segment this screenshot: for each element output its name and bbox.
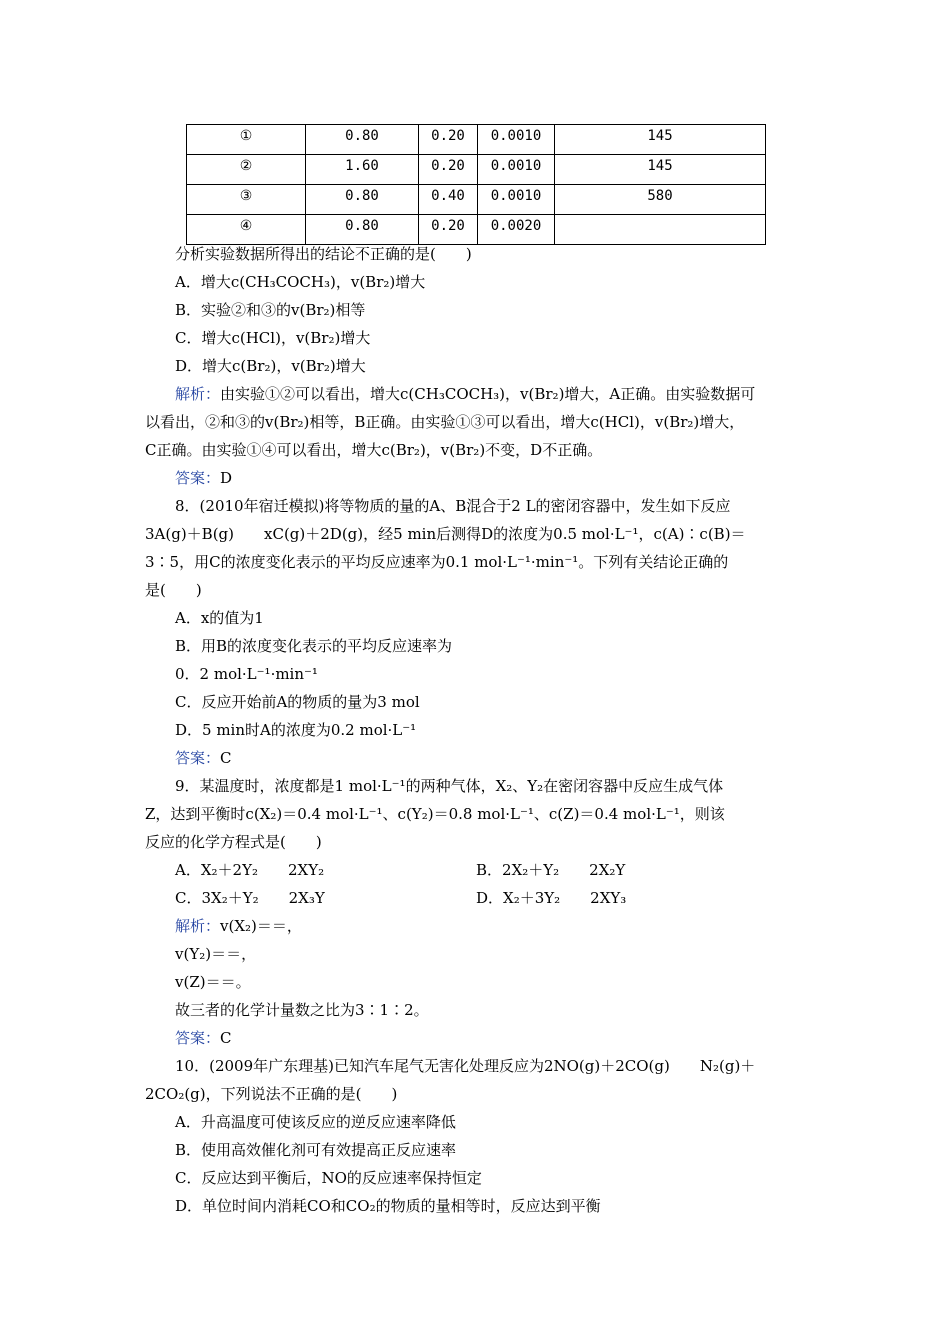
answer-label: 答案： xyxy=(175,469,221,487)
table-row xyxy=(187,155,766,185)
table-cell: ③ xyxy=(187,185,306,215)
analysis-label: 解析： xyxy=(175,917,221,935)
analysis-text: 由实验①②可以看出，增大c(CH₃COCH₃)，v(Br₂)增大，A正确。由实验数据可 xyxy=(220,385,756,403)
q8-answer xyxy=(175,748,232,768)
answer-value: C xyxy=(220,1029,232,1047)
table-cell: 1.60 xyxy=(306,155,419,185)
q8-option-b-cont: 0．2 mol·L⁻¹·min⁻¹ xyxy=(175,665,318,683)
table-cell xyxy=(555,215,766,245)
q8-stem: 是( ) xyxy=(145,581,202,599)
table-cell: 145 xyxy=(555,155,766,185)
q10-stem: 10．(2009年广东理基)已知汽车尾气无害化处理反应为2NO(g)＋2CO(g) N₂(g)＋ xyxy=(175,1057,756,1075)
q8-option-a: A．x的值为1 xyxy=(175,609,264,627)
q9-analysis-line: v(Y₂)＝＝， xyxy=(175,945,257,963)
table-cell: 0.20 xyxy=(419,215,478,245)
q7-analysis-line: C正确。由实验①④可以看出，增大c(Br₂)，v(Br₂)不变，D不正确。 xyxy=(145,441,603,459)
q9-stem: 9．某温度时，浓度都是1 mol·L⁻¹的两种气体，X₂、Y₂在密闭容器中反应生成气体 xyxy=(175,777,724,795)
answer-label: 答案： xyxy=(175,749,221,767)
q8-option-d: D．5 min时A的浓度为0.2 mol·L⁻¹ xyxy=(175,721,417,739)
answer-value: D xyxy=(220,469,233,487)
analysis-text: v(X₂)＝＝， xyxy=(220,917,302,935)
q9-analysis xyxy=(175,916,302,936)
q7-question: 分析实验数据所得出的结论不正确的是( ) xyxy=(175,245,472,263)
table-cell: 0.0010 xyxy=(478,155,555,185)
table-cell: 0.20 xyxy=(419,125,478,155)
q9-option-b: B．2X₂＋Y₂ 2X₂Y xyxy=(476,861,626,879)
q7-analysis xyxy=(175,384,755,404)
q10-option-b: B．使用高效催化剂可有效提高正反应速率 xyxy=(175,1141,457,1159)
q8-stem: 8．(2010年宿迁模拟)将等物质的量的A、B混合于2 L的密闭容器中，发生如下反应 xyxy=(175,497,731,515)
q8-option-c: C．反应开始前A的物质的量为3 mol xyxy=(175,693,420,711)
table-cell: 0.80 xyxy=(306,125,419,155)
analysis-label: 解析： xyxy=(175,385,221,403)
q9-option-a: A．X₂＋2Y₂ 2XY₂ xyxy=(175,861,325,879)
q9-conclusion: 故三者的化学计量数之比为3∶1∶2。 xyxy=(175,1001,429,1019)
table-cell: ② xyxy=(187,155,306,185)
table-cell: 0.40 xyxy=(419,185,478,215)
q8-option-b: B．用B的浓度变化表示的平均反应速率为 xyxy=(175,637,453,655)
q9-stem: 反应的化学方程式是( ) xyxy=(145,833,322,851)
q7-option-b: B．实验②和③的v(Br₂)相等 xyxy=(175,301,366,319)
q9-answer xyxy=(175,1028,232,1048)
table-cell: 0.0010 xyxy=(478,125,555,155)
answer-value: C xyxy=(220,749,232,767)
q8-stem: 3∶5，用C的浓度变化表示的平均反应速率为0.1 mol·L⁻¹·min⁻¹。下列有关结论正确的 xyxy=(145,553,729,571)
table-cell: 580 xyxy=(555,185,766,215)
q8-stem: 3A(g)＋B(g) xC(g)＋2D(g)，经5 min后测得D的浓度为0.5 mol·L⁻¹，c(A)∶c(B)＝ xyxy=(145,525,746,543)
q10-stem: 2CO₂(g)，下列说法不正确的是( ) xyxy=(145,1085,398,1103)
table-cell: 0.0010 xyxy=(478,185,555,215)
q7-option-d: D．增大c(Br₂)，v(Br₂)增大 xyxy=(175,357,366,375)
q9-option-c: C．3X₂＋Y₂ 2X₃Y xyxy=(175,889,325,907)
q7-analysis-line: 以看出，②和③的v(Br₂)相等，B正确。由实验①③可以看出，增大c(HCl)，v(Br₂)增大， xyxy=(145,413,745,431)
q10-option-a: A．升高温度可使该反应的逆反应速率降低 xyxy=(175,1113,456,1131)
q9-stem: Z，达到平衡时c(X₂)＝0.4 mol·L⁻¹、c(Y₂)＝0.8 mol·L⁻¹、c(Z)＝0.4 mol·L⁻¹，则该 xyxy=(145,805,725,823)
table-cell: 0.80 xyxy=(306,185,419,215)
q10-option-c: C．反应达到平衡后，NO的反应速率保持恒定 xyxy=(175,1169,482,1187)
answer-label: 答案： xyxy=(175,1029,221,1047)
q9-option-d: D．X₂＋3Y₂ 2XY₃ xyxy=(476,889,627,907)
table-row xyxy=(187,215,766,245)
table-cell: ① xyxy=(187,125,306,155)
table-row xyxy=(187,125,766,155)
table-cell: 0.0020 xyxy=(478,215,555,245)
table-cell: ④ xyxy=(187,215,306,245)
table-cell: 0.80 xyxy=(306,215,419,245)
q7-option-a: A．增大c(CH₃COCH₃)，v(Br₂)增大 xyxy=(175,273,426,291)
experiment-data-table xyxy=(186,124,766,245)
table-cell: 0.20 xyxy=(419,155,478,185)
q7-option-c: C．增大c(HCl)，v(Br₂)增大 xyxy=(175,329,371,347)
q10-option-d: D．单位时间内消耗CO和CO₂的物质的量相等时，反应达到平衡 xyxy=(175,1197,601,1215)
q7-answer xyxy=(175,468,232,488)
q9-analysis-line: v(Z)＝＝。 xyxy=(175,973,251,991)
table-row xyxy=(187,185,766,215)
table-cell: 145 xyxy=(555,125,766,155)
